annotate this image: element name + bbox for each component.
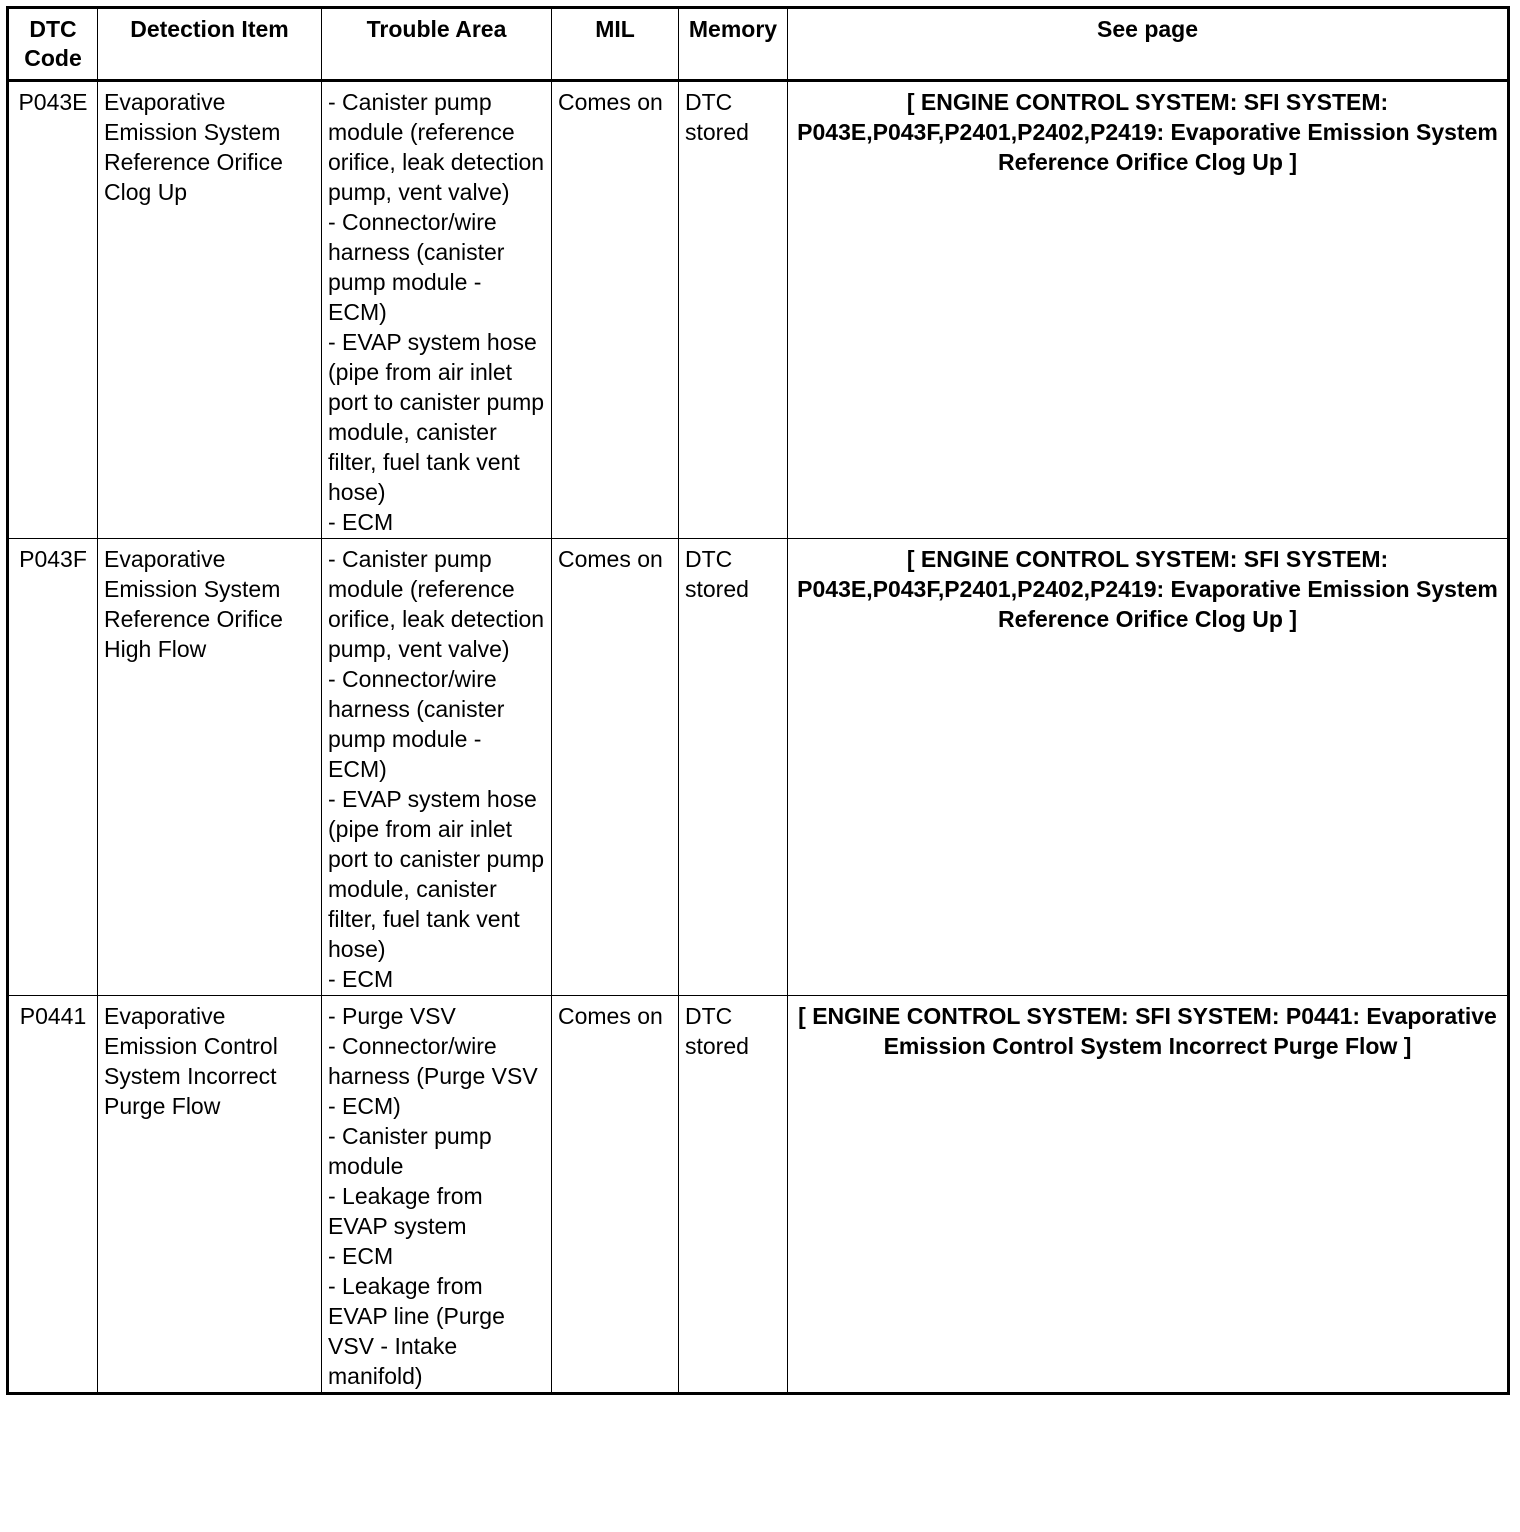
trouble-area-item: - EVAP system hose (pipe from air inlet port to canister pump module, canister filter, fuel tank vent hose) [328, 786, 545, 962]
memory-cell: DTC stored [679, 81, 788, 539]
trouble-area-item: - Purge VSV [328, 1003, 456, 1029]
header-memory: Memory [679, 8, 788, 81]
detection-item-cell: Evaporative Emission System Reference Orifice High Flow [98, 539, 322, 996]
trouble-area-cell [322, 996, 552, 1394]
see-page-link[interactable]: [ ENGINE CONTROL SYSTEM: SFI SYSTEM: P0441: Evaporative Emission Control System Incorrect Purge Flow ] [788, 996, 1509, 1394]
trouble-area-item: - Leakage from EVAP system [328, 1183, 483, 1239]
header-mil: MIL [552, 8, 679, 81]
mil-cell: Comes on [552, 81, 679, 539]
trouble-area-item: - Connector/wire harness (canister pump module - ECM) [328, 666, 505, 782]
header-trouble-area: Trouble Area [322, 8, 552, 81]
detection-item-cell: Evaporative Emission System Reference Orifice Clog Up [98, 81, 322, 539]
trouble-area-cell [322, 81, 552, 539]
dtc-table [6, 6, 1510, 1395]
header-row [8, 8, 1509, 81]
header-see-page: See page [788, 8, 1509, 81]
table-row [8, 81, 1509, 539]
mil-cell: Comes on [552, 996, 679, 1394]
header-detection-item: Detection Item [98, 8, 322, 81]
dtc-code-cell: P0441 [8, 996, 98, 1394]
trouble-area-item: - ECM [328, 1243, 394, 1269]
table-row [8, 996, 1509, 1394]
dtc-code-cell: P043E [8, 81, 98, 539]
detection-item-cell: Evaporative Emission Control System Incorrect Purge Flow [98, 996, 322, 1394]
see-page-link[interactable]: [ ENGINE CONTROL SYSTEM: SFI SYSTEM: P043E,P043F,P2401,P2402,P2419: Evaporative Emission System Reference Orifice Clog Up ] [788, 539, 1509, 996]
trouble-area-item: - Leakage from EVAP line (Purge VSV - Intake manifold) [328, 1273, 505, 1389]
trouble-area-item: - ECM [328, 509, 394, 535]
trouble-area-item: - Canister pump module (reference orifice, leak detection pump, vent valve) [328, 546, 545, 662]
memory-cell: DTC stored [679, 539, 788, 996]
trouble-area-item: - EVAP system hose (pipe from air inlet port to canister pump module, canister filter, fuel tank vent hose) [328, 329, 545, 505]
see-page-link[interactable]: [ ENGINE CONTROL SYSTEM: SFI SYSTEM: P043E,P043F,P2401,P2402,P2419: Evaporative Emission System Reference Orifice Clog Up ] [788, 81, 1509, 539]
trouble-area-cell [322, 539, 552, 996]
trouble-area-item: - Canister pump module [328, 1123, 492, 1179]
table-row [8, 539, 1509, 996]
trouble-area-item: - Connector/wire harness (Purge VSV - ECM) [328, 1033, 538, 1119]
header-dtc-code-line2: Code [24, 45, 82, 71]
header-dtc-code-line1: DTC [29, 16, 77, 42]
mil-cell: Comes on [552, 539, 679, 996]
memory-cell: DTC stored [679, 996, 788, 1394]
header-dtc-code [8, 8, 98, 81]
trouble-area-item: - Canister pump module (reference orifice, leak detection pump, vent valve) [328, 89, 545, 205]
trouble-area-item: - ECM [328, 966, 394, 992]
trouble-area-item: - Connector/wire harness (canister pump module - ECM) [328, 209, 505, 325]
dtc-code-cell: P043F [8, 539, 98, 996]
